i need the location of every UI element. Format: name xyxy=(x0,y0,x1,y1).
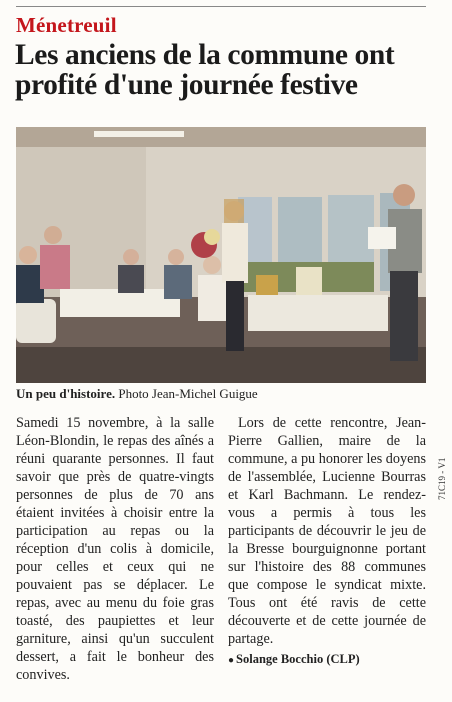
article-paragraph-2: Lors de cette rencontre, Jean-Pierre Gallien, maire de la commune, a pu honorer les doyens de l'assemblée, Lucienne Bourras et Karl Bachmann. Le rendez-vous a permis à tous les participants de découvrir le jeu de la Bresse bourguignonne portant sur l'histoire des 88 communes que compose le syndicat mixte. Tous ont été ravis de cette découverte et de cette journée de partage. xyxy=(228,415,426,647)
photo-caption xyxy=(16,386,426,402)
bullet-icon: ● xyxy=(228,655,235,666)
article-kicker: Ménetreuil xyxy=(16,13,117,37)
article-column-left xyxy=(16,414,214,684)
article-headline: Les anciens de la commune ont profité d'une journée festive xyxy=(15,39,395,101)
article-column-right xyxy=(228,414,426,670)
article-paragraph-1: Samedi 15 novembre, à la salle Léon-Blondin, le repas des aînés a réuni quarante personnes. Il faut savoir que près de quatre-vingts personnes de plus de 70 ans étaient invitées à choisir entre la participation au repas ou la réception d'un colis à domicile, pour celles et ceux qui ne pouvaient pas se déplacer. Le repas, avec au menu du foie gras toasté, des paupiettes et leur garniture, ainsi qu'un succulent dessert, a fait le bonheur des convives. xyxy=(16,415,214,683)
photo-illustration xyxy=(16,127,426,383)
article-photo xyxy=(16,127,426,383)
caption-credit: Photo Jean-Michel Guigue xyxy=(118,386,258,401)
page-code: 71C19 - V1 xyxy=(437,457,447,500)
top-rule xyxy=(16,6,426,7)
signature-name: Solange Bocchio (CLP) xyxy=(236,652,360,666)
article-signature xyxy=(228,650,426,670)
caption-title: Un peu d'histoire. xyxy=(16,386,116,401)
